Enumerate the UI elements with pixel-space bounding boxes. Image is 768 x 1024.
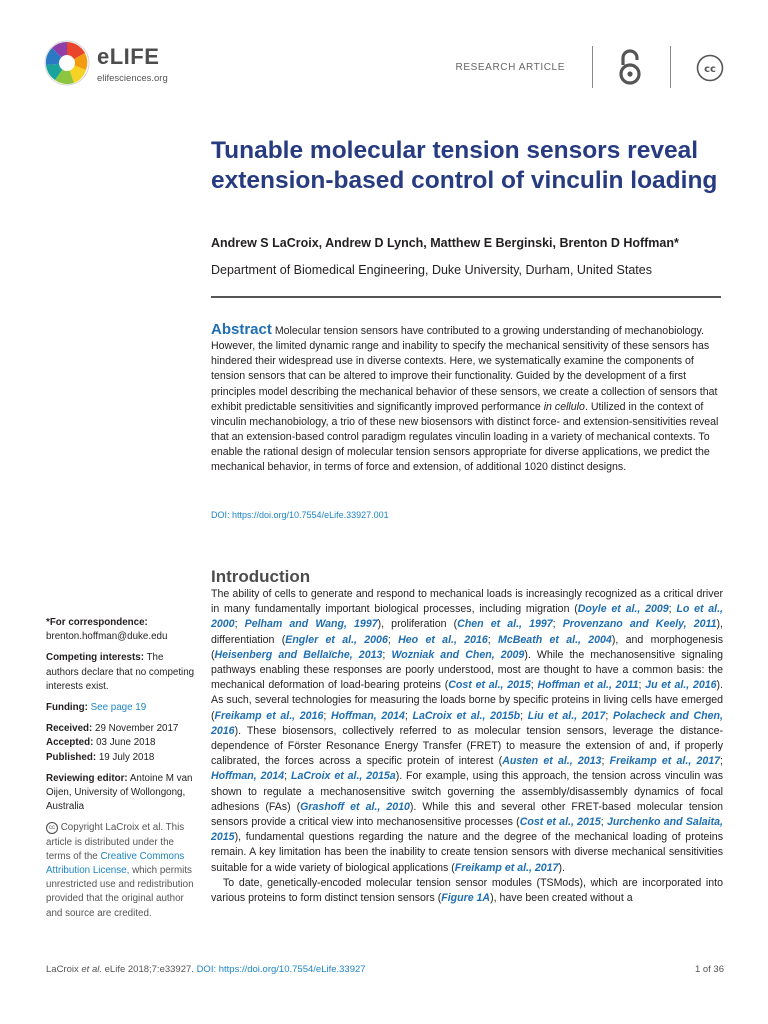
footer-etal: et al. bbox=[81, 964, 102, 975]
intro-text: The ability of cells to generate and respond to mechanical loads is increasingly recognized as a critical driver in many fundamentally important biological processes, including migration ( bbox=[211, 588, 723, 616]
citation-link[interactable]: Grashoff et al., 2010 bbox=[300, 800, 410, 813]
abstract bbox=[211, 322, 724, 476]
citation-link[interactable]: Freikamp et al., 2016 bbox=[214, 709, 324, 722]
published-label: Published: bbox=[46, 751, 97, 763]
intro-text: ), differentiation ( bbox=[211, 618, 723, 646]
footer-doi-link[interactable]: DOI: https://doi.org/10.7554/eLife.33927 bbox=[196, 964, 366, 975]
intro-paragraph-1 bbox=[211, 587, 723, 876]
citation-link[interactable]: Polacheck and Chen, 2016 bbox=[211, 709, 723, 737]
intro-text: ). While this and several other FRET-based molecular tension sensors provide a critical view into mechanosensitive processes ( bbox=[211, 800, 723, 829]
header-divider bbox=[592, 46, 593, 88]
citation-link[interactable]: McBeath et al., 2004 bbox=[498, 633, 612, 646]
creative-commons-icon[interactable] bbox=[696, 54, 724, 82]
funding-label: Funding: bbox=[46, 702, 88, 714]
citation-link[interactable]: Hoffman, 2014 bbox=[211, 770, 285, 783]
accepted-date: 03 June 2018 bbox=[96, 737, 156, 749]
citation-link[interactable]: Cost et al., 2015 bbox=[448, 679, 531, 692]
citation-link[interactable]: Wozniak and Chen, 2009 bbox=[391, 648, 525, 661]
article-info-sidebar bbox=[46, 616, 196, 928]
citation-link[interactable]: Liu et al., 2017 bbox=[527, 709, 606, 722]
intro-text: ; bbox=[323, 709, 331, 722]
intro-text: ; bbox=[638, 679, 646, 692]
citation-link[interactable]: Chen et al., 1997 bbox=[457, 618, 553, 631]
logo-site-url[interactable]: elifesciences.org bbox=[97, 73, 168, 84]
citation-link[interactable]: Hoffman et al., 2011 bbox=[537, 679, 639, 692]
header-divider bbox=[670, 46, 671, 88]
introduction-body bbox=[211, 587, 723, 906]
article-title: Tunable molecular tension sensors reveal extension-based control of vinculin loading bbox=[211, 137, 718, 194]
citation-link[interactable]: Doyle et al., 2009 bbox=[577, 603, 669, 616]
intro-text: ; bbox=[668, 603, 677, 616]
intro-text: ). While the mechanosensitive signaling pathways enabling these responses are poorly understood, most are thought to have a common basis: the mechanical deformation of load-bearing proteins ( bbox=[211, 648, 724, 692]
correspondence-label: *For correspondence: bbox=[46, 617, 148, 628]
intro-text: ; bbox=[530, 679, 538, 692]
intro-text: ; bbox=[382, 648, 392, 661]
funding-link[interactable]: See page 19 bbox=[90, 702, 147, 714]
page-number: 1 of 36 bbox=[694, 964, 724, 975]
intro-text: ; bbox=[552, 618, 563, 631]
citation-link[interactable]: LaCroix et al., 2015a bbox=[291, 770, 396, 783]
received-date: 29 November 2017 bbox=[95, 723, 179, 735]
intro-text: ; bbox=[605, 709, 613, 722]
footer-journal: eLife 2018;7:e33927. bbox=[104, 964, 194, 975]
published-date: 19 July 2018 bbox=[98, 751, 155, 763]
affiliation: Department of Biomedical Engineering, Duke University, Durham, United States bbox=[211, 263, 652, 277]
cc-icon-text: cc bbox=[704, 64, 716, 75]
citation-link[interactable]: Pelham and Wang, 1997 bbox=[244, 618, 378, 631]
citation-link[interactable]: Cost et al., 2015 bbox=[519, 816, 601, 829]
footer-citation bbox=[46, 964, 366, 975]
introduction-heading: Introduction bbox=[211, 567, 311, 586]
citation-link[interactable]: Engler et al., 2006 bbox=[285, 633, 388, 646]
copyright-text: Copyright LaCroix et al. This article is distributed under the terms of the bbox=[46, 822, 185, 862]
competing-interests-text: The authors declare that no competing interests exist. bbox=[46, 652, 195, 692]
reviewing-editor-label: Reviewing editor: bbox=[46, 772, 128, 784]
intro-text: ). As such, several technologies for measuring the loads borne by specific proteins in living cells have emerged ( bbox=[211, 679, 723, 722]
open-access-lock-icon[interactable] bbox=[616, 48, 644, 86]
intro-text: ; bbox=[387, 633, 399, 646]
reviewing-editor-text: Antoine M van Oijen, University of Wollongong, Australia bbox=[46, 772, 193, 813]
citation-link[interactable]: Provenzano and Keely, 2011 bbox=[562, 618, 717, 631]
intro-text: ), fundamental questions regarding the nature and the degree of the mechanical loading of proteins remain. A key limitation has been the inability to create tension sensors with diverse mechanical sensitivities suitable for a wide variety of biological applications ( bbox=[211, 831, 723, 874]
intro-text: ; bbox=[601, 755, 610, 768]
intro-text: ). For example, using this approach, the tension across vinculin was shown to regulate a mechanosensitive switch governing the assembly/disassembly dynamics of focal adhesions (FAs) ( bbox=[211, 770, 724, 813]
citation-link[interactable]: Jurchenko and Salaita, 2015 bbox=[211, 816, 723, 844]
intro-text: To date, genetically-encoded molecular tension sensor modules (TSMods), which are incorporated into various proteins to form distinct tension sensors ( bbox=[211, 876, 723, 905]
citation-link[interactable]: Heo et al., 2016 bbox=[398, 633, 488, 646]
intro-text: ; bbox=[600, 816, 607, 829]
copyright-text: which permits unrestricted use and redistribution provided that the original author and source are credited. bbox=[46, 865, 194, 919]
intro-text: ), proliferation ( bbox=[377, 618, 458, 631]
title-divider bbox=[211, 296, 721, 298]
abstract-italic: in cellulo bbox=[543, 400, 585, 413]
citation-link[interactable]: Figure 1A bbox=[441, 892, 491, 905]
copyright-cc-icon: cc bbox=[46, 822, 58, 834]
elife-logo[interactable] bbox=[44, 40, 184, 94]
intro-paragraph-2 bbox=[211, 876, 723, 906]
article-type-label: RESEARCH ARTICLE bbox=[455, 62, 565, 73]
footer-author: LaCroix bbox=[46, 964, 79, 975]
abstract-text: Molecular tension sensors have contributed to a growing understanding of mechanobiology. However, the limited dynamic range and inability to specify the mechanical sensitivity of these sensors has hindered their widespread use in diverse contexts. Here, we systematically examine the components of tension sensors that can be altered to improve their functionality. Guided by the development of a first principles model describing the mechanical behavior of these sensors, we create a collection of sensors that exhibit predictable sensitivities and significantly improved performance bbox=[211, 325, 718, 413]
intro-text: ), and morphogenesis ( bbox=[211, 633, 724, 661]
license-link[interactable]: Creative Commons Attribution License, bbox=[46, 850, 185, 877]
accepted-label: Accepted: bbox=[46, 737, 94, 749]
citation-link[interactable]: LaCroix et al., 2015b bbox=[412, 709, 521, 722]
citation-link[interactable]: Freikamp et al., 2017 bbox=[609, 755, 721, 768]
citation-link[interactable]: Austen et al., 2013 bbox=[502, 755, 602, 768]
citation-link[interactable]: Freikamp et al., 2017 bbox=[454, 861, 559, 874]
intro-text: ; bbox=[487, 633, 499, 646]
intro-text: ; bbox=[234, 618, 245, 631]
intro-text: ; bbox=[404, 709, 413, 722]
competing-interests-label: Competing interests: bbox=[46, 652, 144, 664]
intro-text: ). bbox=[558, 861, 565, 874]
abstract-text: . Utilized in the context of vinculin mechanobiology, a trio of these new biosensors with distinct force- and extension-sensitivities reveal that an extension-based control paradigm regulates vinculin loading in a variety of mechanical contexts. To enable the rational design of molecular tension sensors appropriate for diverse applications, we predict the mechanical behavior, in terms of force and extension, of additional 1020 distinct designs. bbox=[211, 400, 719, 474]
abstract-doi-link[interactable]: DOI: https://doi.org/10.7554/eLife.33927.001 bbox=[211, 510, 389, 520]
citation-link[interactable]: Heisenberg and Bellaïche, 2013 bbox=[214, 648, 383, 661]
author-list: Andrew S LaCroix, Andrew D Lynch, Matthew E Berginski, Brenton D Hoffman* bbox=[211, 236, 679, 250]
abstract-heading: Abstract bbox=[211, 321, 272, 338]
logo-wordmark: eLIFE bbox=[97, 44, 160, 69]
citation-link[interactable]: Hoffman, 2014 bbox=[330, 709, 405, 722]
citation-link[interactable]: Ju et al., 2016 bbox=[645, 679, 717, 692]
elife-logo-icon bbox=[44, 40, 90, 86]
intro-text: ), have been created without a bbox=[490, 892, 633, 905]
citation-link[interactable]: Lo et al., 2000 bbox=[211, 603, 723, 631]
correspondence-email[interactable]: brenton.hoffman@duke.edu bbox=[46, 631, 168, 643]
received-label: Received: bbox=[46, 723, 93, 735]
intro-text: ; bbox=[284, 770, 291, 783]
intro-text: ). These biosensors, collectively referred to as molecular tension sensors, leverage the distance-dependence of Förster Resonance Energy Transfer (FRET) to measure the extension of and, if properly calibrated, the forces across a specific protein of interest ( bbox=[211, 724, 723, 768]
intro-text: ; bbox=[720, 755, 723, 768]
intro-text: ; bbox=[520, 709, 528, 722]
